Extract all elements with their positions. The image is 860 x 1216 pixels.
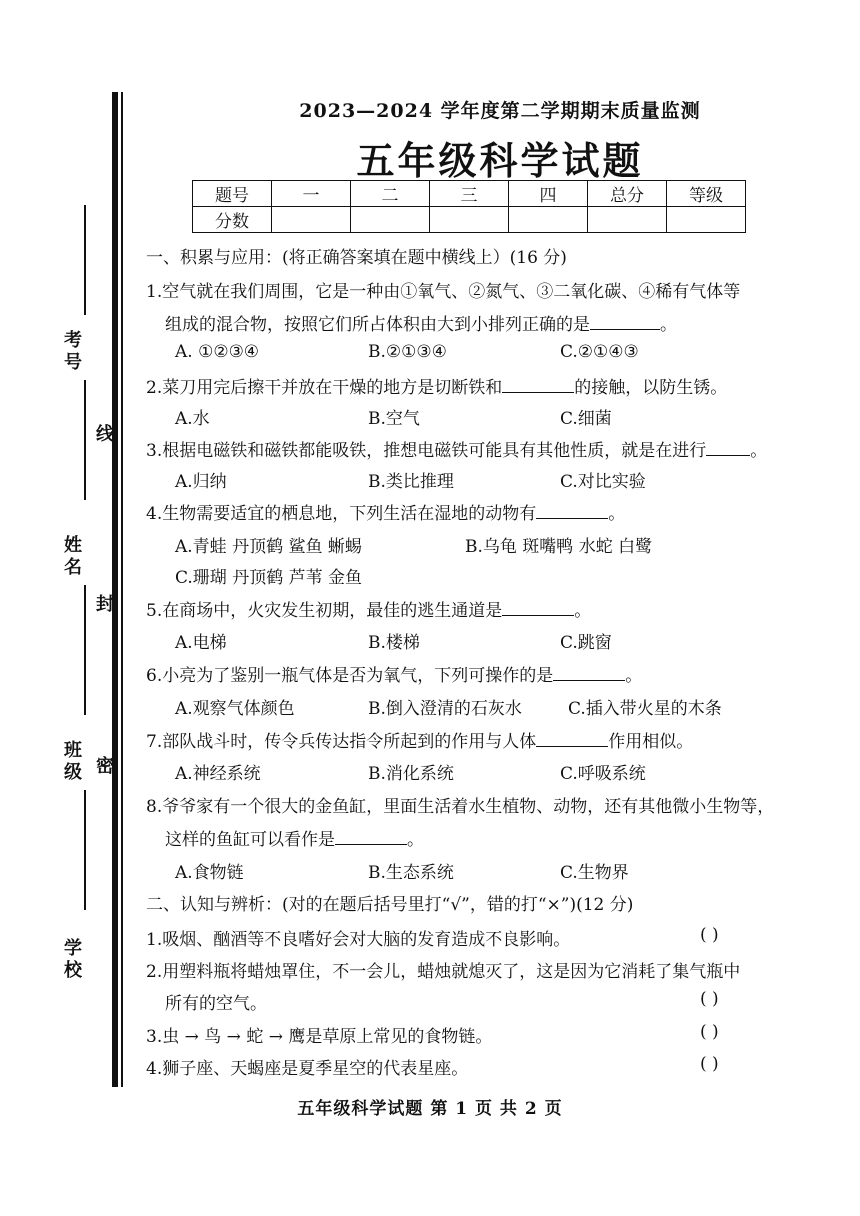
score-header-cell: 等级 [667,181,746,207]
q3-option-a: A.归纳 [175,472,227,492]
page-footer: 五年级科学试题 第 1 页 共 2 页 [297,1099,563,1119]
q5-option-a: A.电梯 [175,633,227,653]
question-6-stem: 6.小亮为了鉴别一瓶气体是否为氧气，下列可操作的是 [146,666,554,686]
question-2-stem: 2.菜刀用完后擦干并放在干燥的地方是切断铁和 [146,378,503,398]
score-header-cell: 题号 [193,181,272,207]
page-title: 五年级科学试题 [356,138,644,183]
judge-item-1: 1.吸烟、酗酒等不良嗜好会对大脑的发育造成不良影响。 [146,930,571,950]
q1-option-b: B.②①③④ [368,342,447,362]
answer-blank [706,439,750,456]
school-blank [84,790,86,910]
question-8-line1: 8.爷爷家有一个很大的金鱼缸，里面生活着水生植物、动物，还有其他微小生物等， [146,797,775,817]
binding-line-inner [121,92,123,1087]
seal-char-line: 线 [96,424,114,445]
q4-option-b: B.乌龟 斑嘴鸭 水蛇 白鹭 [465,537,653,557]
q7-option-a: A.神经系统 [175,764,261,784]
question-6 [146,661,642,686]
q6-option-c: C.插入带火星的木条 [568,699,722,719]
question-4 [146,499,625,524]
question-2-end: 的接触，以防生锈。 [574,378,728,398]
q1-option-a: A. ①②③④ [175,342,260,362]
q3-option-c: C.对比实验 [560,472,646,492]
question-4-end: 。 [608,504,626,524]
q5-option-c: C.跳窗 [560,633,612,653]
score-cell [588,207,667,233]
q4-option-c: C.珊瑚 丹顶鹤 芦苇 金鱼 [175,568,363,588]
question-5-stem: 5.在商场中，火灾发生初期，最佳的逃生通道是 [146,601,503,621]
question-2 [146,373,727,398]
answer-paren: ( ) [700,989,719,1009]
q5-option-b: B.楼梯 [368,633,420,653]
judge-item-4: 4.狮子座、天蝎座是夏季星空的代表星座。 [146,1059,469,1079]
section1-heading: 一、积累与应用：(将正确答案填在题中横线上）(16 分) [146,248,567,268]
school-label: 学校 [61,938,82,982]
question-3-end: 。 [750,441,768,461]
score-cell [667,207,746,233]
score-header-cell: 一 [272,181,351,207]
question-3-stem: 3.根据电磁铁和磁铁都能吸铁，推想电磁铁可能具有其他性质，就是在进行 [146,441,707,461]
name-label: 姓名 [61,535,82,579]
question-8-end: 。 [407,830,424,850]
q7-option-c: C.呼吸系统 [560,764,646,784]
q8-option-a: A.食物链 [175,863,244,883]
q2-option-a: A.水 [175,409,210,429]
section2-heading: 二、认知与辨析：(对的在题后括号里打“√”，错的打“×”)(12 分) [146,895,634,915]
judge-item-2-line2: 所有的空气。 [165,994,267,1014]
score-header-cell: 总分 [588,181,667,207]
score-table-score-row [193,207,746,233]
question-1-line2 [165,310,677,335]
question-1-line1: 1.空气就在我们周围，它是一种由①氧气、②氮气、③二氧化碳、④稀有气体等 [146,282,741,302]
exam-number-label: 考号 [61,330,82,374]
score-header-cell: 二 [351,181,430,207]
score-table [192,180,746,233]
answer-blank [590,313,660,330]
q2-option-b: B.空气 [368,409,420,429]
answer-paren: ( ) [700,925,719,945]
question-1-stem: 组成的混合物，按照它们所占体积由大到小排列正确的是 [165,315,590,335]
q7-option-b: B.消化系统 [368,764,454,784]
score-row-label: 分数 [193,207,272,233]
judge-item-3: 3.虫 → 鸟 → 蛇 → 鹰是草原上常见的食物链。 [146,1027,493,1047]
q6-option-a: A.观察气体颜色 [175,699,295,719]
seal-char-seal: 封 [96,594,114,615]
score-cell [509,207,588,233]
exam-number-blank [84,205,86,315]
q6-option-b: B.倒入澄清的石灰水 [368,699,522,719]
q8-option-c: C.生物界 [560,863,629,883]
name-blank [84,380,86,500]
q4-option-a: A.青蛙 丹顶鹤 鲨鱼 蜥蜴 [175,537,362,557]
q8-option-b: B.生态系统 [368,863,454,883]
answer-blank [553,664,625,681]
question-4-stem: 4.生物需要适宜的栖息地，下列生活在湿地的动物有 [146,504,537,524]
question-7-end: 作用相似。 [608,732,694,752]
question-7 [146,727,693,752]
judge-item-2-line1: 2.用塑料瓶将蜡烛罩住，不一会儿，蜡烛就熄灭了，这是因为它消耗了集气瓶中 [146,962,741,982]
class-label: 班级 [61,740,82,784]
question-5 [146,596,591,621]
score-cell [351,207,430,233]
question-3 [146,436,767,461]
answer-blank [536,502,608,519]
question-7-stem: 7.部队战斗时，传令兵传达指令所起到的作用与人体 [146,732,537,752]
score-header-cell: 四 [509,181,588,207]
question-6-end: 。 [625,666,643,686]
question-5-end: 。 [574,601,592,621]
answer-blank [502,599,574,616]
question-1-end: 。 [660,315,677,335]
answer-paren: ( ) [700,1022,719,1042]
score-cell [272,207,351,233]
exam-title: 2023—2024 学年度第二学期期末质量监测 [299,100,701,122]
question-8-line2 [165,825,424,850]
question-8-stem: 这样的鱼缸可以看作是 [165,830,335,850]
score-table-header-row [193,181,746,207]
q2-option-c: C.细菌 [560,409,612,429]
answer-paren: ( ) [700,1054,719,1074]
answer-blank [536,730,608,747]
seal-char-secret: 密 [96,756,114,777]
class-blank [84,585,86,715]
score-cell [430,207,509,233]
q3-option-b: B.类比推理 [368,472,454,492]
answer-blank [502,376,574,393]
score-header-cell: 三 [430,181,509,207]
answer-blank [335,828,407,845]
q1-option-c: C.②①④③ [560,342,639,362]
